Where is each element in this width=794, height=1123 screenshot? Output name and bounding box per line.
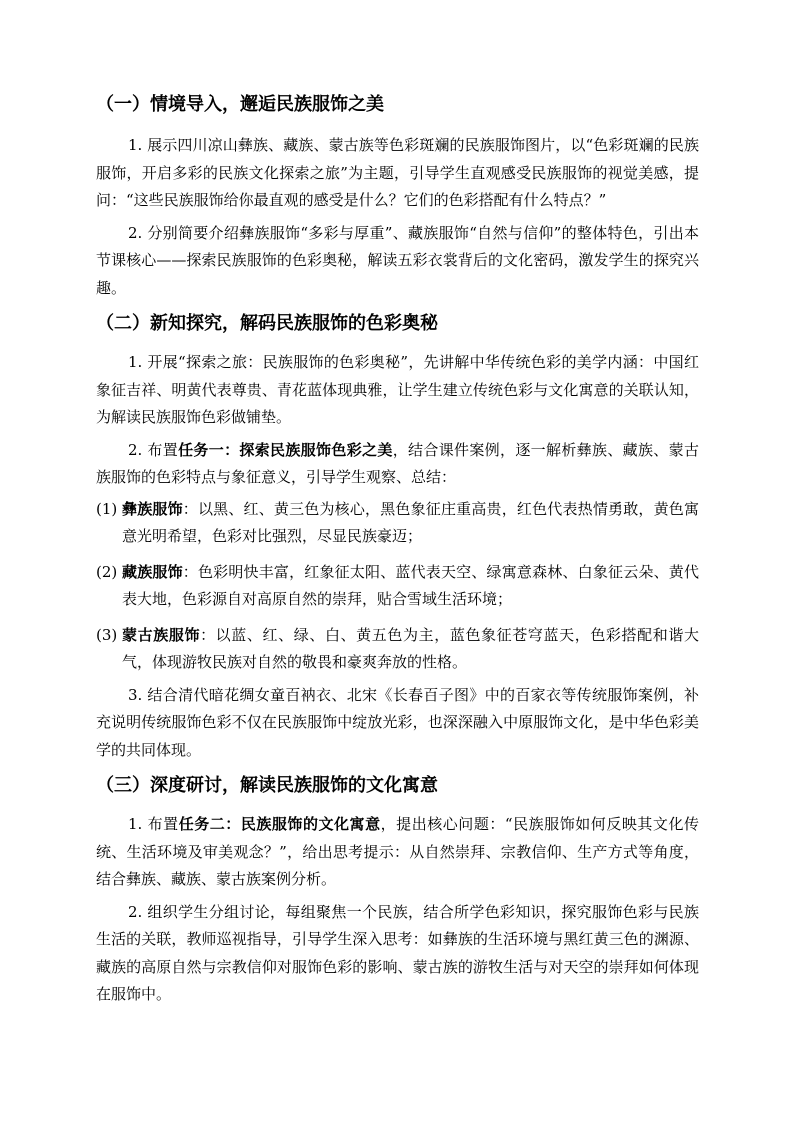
section-1-paragraph-2: 2. 分别简要介绍彝族服饰“多彩与厚重”、藏族服饰“自然与信仰”的整体特色，引出本节课核心——探索民族服饰的色彩奥秘，解读五彩衣裳背后的文化密码，激发学生的探究兴趣。 [96,223,699,297]
list-item [96,496,699,551]
list-item [96,559,699,614]
section-3-heading: （三）深度研讨，解读民族服饰的文化寓意 [96,775,438,796]
list-title: 彝族服饰 [122,499,183,518]
document-page [96,90,699,1009]
section-1-heading: （一）情境导入，邂逅民族服饰之美 [96,94,384,115]
section-2-heading: （二）新知探究，解码民族服饰的色彩奥秘 [96,313,438,334]
list-text: ：以黑、红、黄三色为核心，黑色象征庄重高贵，红色代表热情勇敢，黄色寓意光明希望，色彩对比强烈，尽显民族豪迈； [122,499,699,545]
list-title: 蒙古族服饰 [122,625,201,644]
list-title: 藏族服饰 [122,562,183,581]
section-2-paragraph-2 [96,437,699,492]
list-item [96,622,699,677]
p2-suffix: ，结合课件案例，逐一解析彝族、藏族、蒙古族服饰的色彩特点与象征意义，引导学生观察、总结： [96,440,699,486]
section-3-paragraph-2: 2. 组织学生分组讨论，每组聚焦一个民族，结合所学色彩知识，探究服饰色彩与民族生活的关联，教师巡视指导，引导学生深入思考：如彝族的生活环境与黑红黄三色的渊源、藏族的高原自然与宗教信仰对服饰色彩的影响、蒙古族的游牧生活与对天空的崇拜如何体现在服饰中。 [96,902,699,1003]
list-text: ：色彩明快丰富，红象征太阳、蓝代表天空、绿寓意森林、白象征云朵、黄代表大地，色彩源自对高原自然的崇拜，贴合雪域生活环境； [122,562,699,608]
p1-prefix: 1. 布置 [128,815,179,833]
list-text: ：以蓝、红、绿、白、黄五色为主，蓝色象征苍穹蓝天，色彩搭配和谐大气，体现游牧民族对自然的敬畏和豪爽奔放的性格。 [122,625,699,671]
section-2-paragraph-1: 1. 开展“探索之旅：民族服饰的色彩奥秘”，先讲解中华传统色彩的美学内涵：中国红象征吉祥、明黄代表尊贵、青花蓝体现典雅，让学生建立传统色彩与文化寓意的关联认知，为解读民族服饰色彩做铺垫。 [96,353,699,426]
list-number: (2) [96,562,118,581]
task-2-label: 任务二：民族服饰的文化寓意 [178,815,381,833]
task-1-label: 任务一：探索民族服饰色彩之美 [178,440,393,459]
section-1-paragraph-1: 1. 展示四川凉山彝族、藏族、蒙古族等色彩斑斓的民族服饰图片，以“色彩斑斓的民族服饰，开启多彩的民族文化探索之旅”为主题，引导学生直观感受民族服饰的视觉美感，提问：“这些民族服饰给你最直观的感受是什么？它们的色彩搭配有什么特点？” [96,136,699,209]
p1-suffix: ，提出核心问题：“民族服饰如何反映其文化传统、生活环境及审美观念？”，给出思考提示：从自然崇拜、宗教信仰、生产方式等角度，结合彝族、藏族、蒙古族案例分析。 [96,815,699,888]
list-number: (1) [96,499,118,518]
p2-prefix: 2. 布置 [128,440,179,459]
list-number: (3) [96,625,118,644]
section-3-paragraph-1 [96,811,699,894]
section-2-paragraph-3: 3. 结合清代暗花绸女童百衲衣、北宋《长春百子图》中的百家衣等传统服饰案例，补充说明传统服饰色彩不仅在民族服饰中绽放光彩，也深深融入中原服饰文化，是中华色彩美学的共同体现。 [96,685,699,759]
